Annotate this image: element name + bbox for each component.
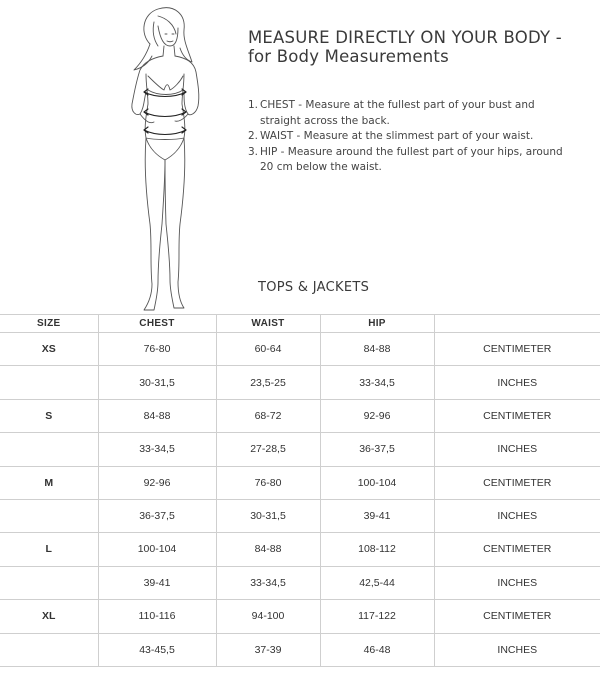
cell-size — [0, 566, 98, 599]
cell-size: M — [0, 466, 98, 499]
table-row — [0, 466, 600, 499]
table-row — [0, 533, 600, 566]
cell-hip: 92-96 — [320, 399, 434, 432]
cell-hip: 39-41 — [320, 499, 434, 532]
cell-waist: 33-34,5 — [216, 566, 320, 599]
cell-size — [0, 633, 98, 666]
body-measurement-illustration — [88, 4, 238, 316]
table-row — [0, 600, 600, 633]
cell-chest: 33-34,5 — [98, 433, 216, 466]
table-row — [0, 566, 600, 599]
column-header-size: SIZE — [0, 315, 98, 333]
cell-hip: 100-104 — [320, 466, 434, 499]
cell-hip: 36-37,5 — [320, 433, 434, 466]
cell-hip: 84-88 — [320, 333, 434, 366]
instruction-item — [248, 129, 578, 145]
cell-waist: 76-80 — [216, 466, 320, 499]
cell-waist: 68-72 — [216, 399, 320, 432]
cell-chest: 30-31,5 — [98, 366, 216, 399]
column-header-waist: WAIST — [216, 315, 320, 333]
column-header-hip: HIP — [320, 315, 434, 333]
cell-unit: CENTIMETER — [434, 333, 600, 366]
cell-unit: INCHES — [434, 433, 600, 466]
cell-chest: 100-104 — [98, 533, 216, 566]
cell-unit: INCHES — [434, 499, 600, 532]
cell-hip: 117-122 — [320, 600, 434, 633]
cell-size — [0, 433, 98, 466]
cell-hip: 108-112 — [320, 533, 434, 566]
cell-chest: 43-45,5 — [98, 633, 216, 666]
cell-waist: 27-28,5 — [216, 433, 320, 466]
cell-unit: CENTIMETER — [434, 533, 600, 566]
cell-unit: CENTIMETER — [434, 600, 600, 633]
column-header-chest: CHEST — [98, 315, 216, 333]
cell-size: XS — [0, 333, 98, 366]
cell-size: S — [0, 399, 98, 432]
cell-size — [0, 366, 98, 399]
instruction-text: CHEST - Measure at the fullest part of your bust and straight across the back. — [260, 99, 535, 127]
instruction-number: 2. — [248, 130, 259, 142]
cell-size: XL — [0, 600, 98, 633]
cell-hip: 42,5-44 — [320, 566, 434, 599]
measurement-heading: MEASURE DIRECTLY ON YOUR BODY - for Body Measurements — [248, 28, 562, 66]
cell-chest: 84-88 — [98, 399, 216, 432]
cell-chest: 76-80 — [98, 333, 216, 366]
cell-waist: 30-31,5 — [216, 499, 320, 532]
cell-chest: 110-116 — [98, 600, 216, 633]
instruction-text: HIP - Measure around the fullest part of your hips, around 20 cm below the waist. — [260, 145, 563, 173]
section-title: TOPS & JACKETS — [258, 280, 370, 295]
cell-unit: CENTIMETER — [434, 466, 600, 499]
instruction-number: 3. — [248, 145, 259, 158]
table-row — [0, 366, 600, 399]
cell-unit: CENTIMETER — [434, 399, 600, 432]
column-header-unit — [434, 315, 600, 333]
instruction-item — [248, 145, 578, 176]
instruction-text: WAIST - Measure at the slimmest part of your waist. — [260, 130, 534, 142]
cell-waist: 84-88 — [216, 533, 320, 566]
cell-waist: 37-39 — [216, 633, 320, 666]
cell-waist: 23,5-25 — [216, 366, 320, 399]
cell-hip: 46-48 — [320, 633, 434, 666]
cell-chest: 92-96 — [98, 466, 216, 499]
cell-unit: INCHES — [434, 366, 600, 399]
size-chart-table — [0, 314, 600, 667]
cell-waist: 94-100 — [216, 600, 320, 633]
table-row — [0, 633, 600, 666]
table-row — [0, 399, 600, 432]
measurement-instructions — [248, 98, 578, 176]
table-header-row — [0, 315, 600, 333]
cell-unit: INCHES — [434, 566, 600, 599]
cell-chest: 36-37,5 — [98, 499, 216, 532]
table-row — [0, 433, 600, 466]
cell-unit: INCHES — [434, 633, 600, 666]
cell-hip: 33-34,5 — [320, 366, 434, 399]
table-row — [0, 333, 600, 366]
instruction-number: 1. — [248, 99, 259, 111]
table-row — [0, 499, 600, 532]
cell-size: L — [0, 533, 98, 566]
cell-size — [0, 499, 98, 532]
instruction-item — [248, 98, 578, 129]
cell-waist: 60-64 — [216, 333, 320, 366]
cell-chest: 39-41 — [98, 566, 216, 599]
